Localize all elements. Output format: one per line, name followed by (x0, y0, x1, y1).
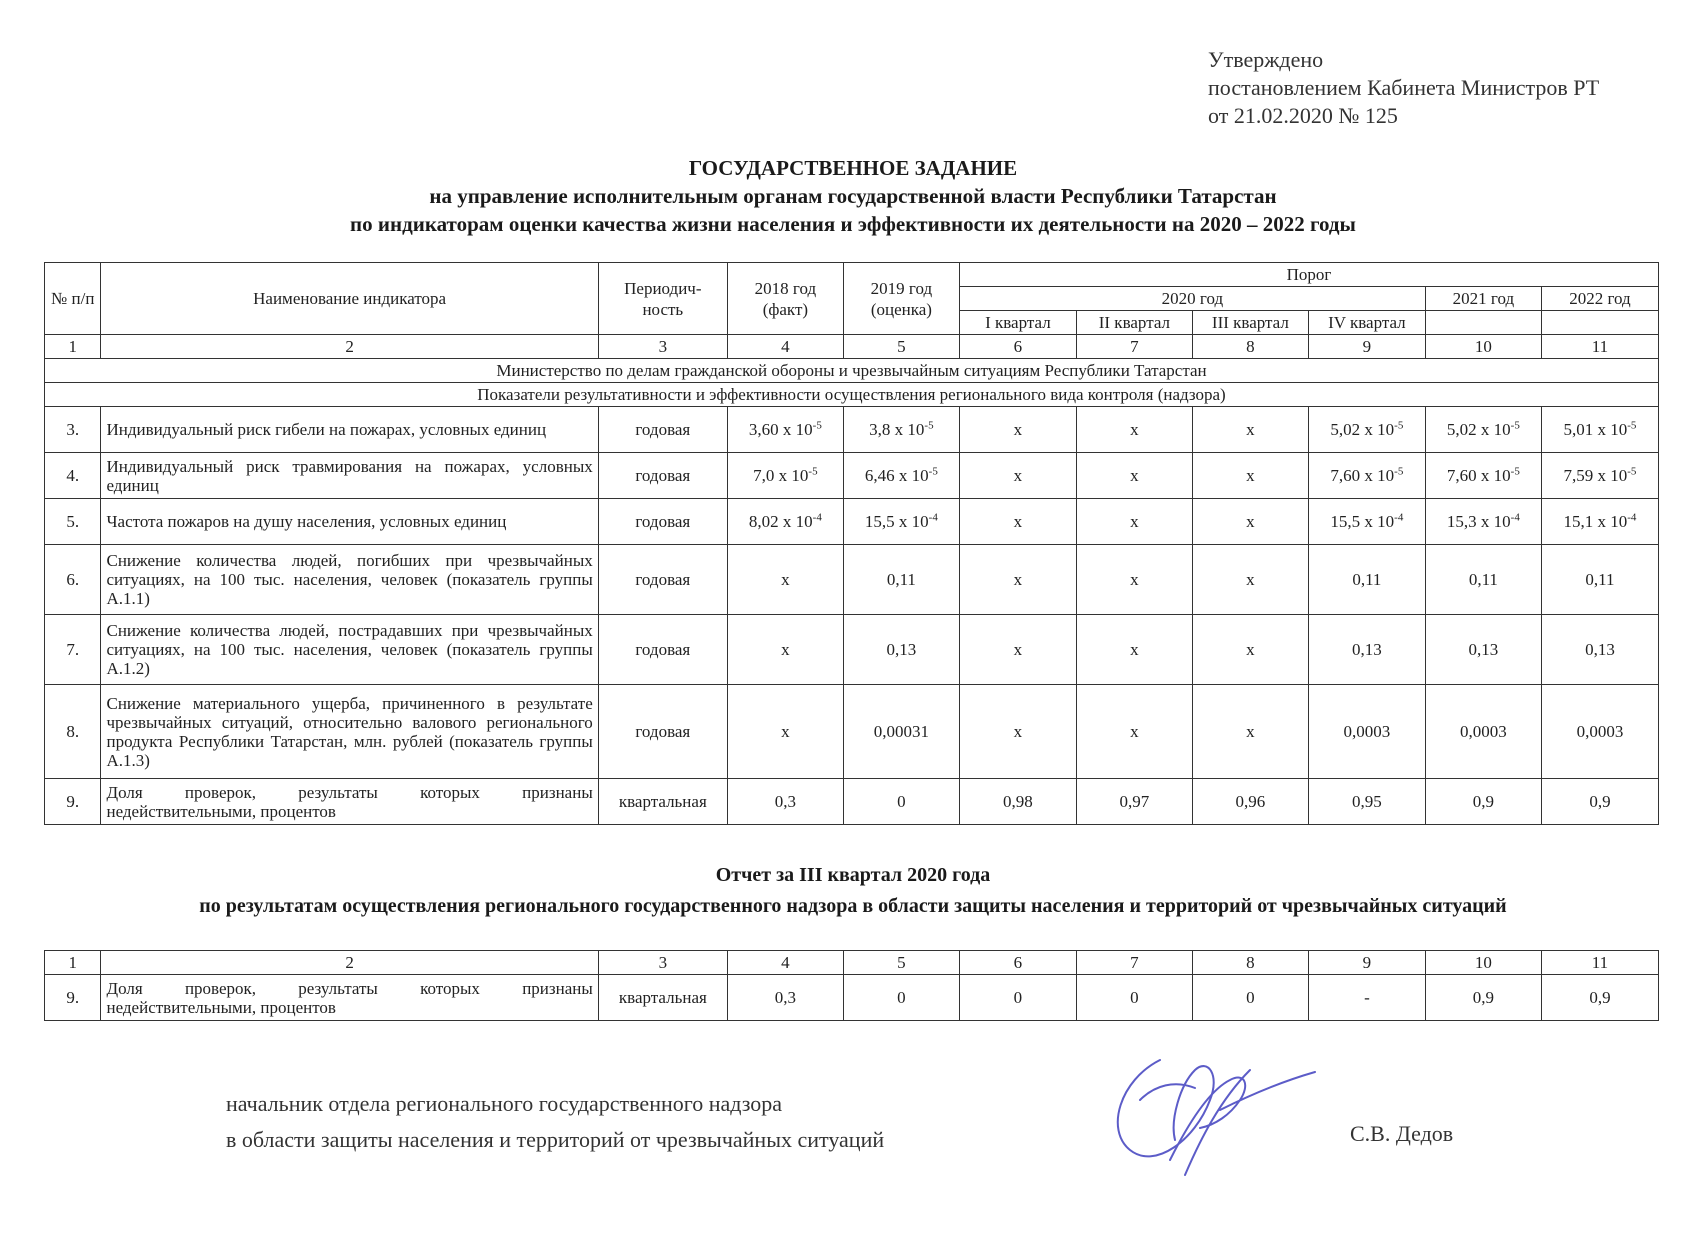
section-ministry: Министерство по делам гражданской обороны и чрезвычайным ситуациям Республики Татарстан (45, 359, 1659, 383)
indicator-row (45, 685, 1659, 779)
row-num: 5. (45, 499, 101, 545)
indicator-row (45, 407, 1659, 453)
row-value-q3: х (1192, 499, 1308, 545)
row-name: Индивидуальный риск травмирования на пожарах, условных единиц (101, 453, 598, 499)
col-number: 1 (45, 335, 101, 359)
row-value-y2022: 0,0003 (1541, 685, 1658, 779)
report-num: 9. (45, 975, 101, 1021)
row-name: Снижение материального ущерба, причиненного в результате чрезвычайных ситуаций, относительно валового регионального продукта Республики Татарстан, млн. рублей (показатель группы А.1.3) (101, 685, 598, 779)
value-exponent: -5 (928, 464, 938, 477)
value-base: 3,60 х 10 (748, 419, 813, 439)
col-number: 11 (1541, 951, 1658, 975)
row-value-q1: х (959, 499, 1076, 545)
row-value-q4: 0,13 (1308, 615, 1425, 685)
row-value-q2: х (1076, 615, 1192, 685)
row-value-q4 (1308, 453, 1425, 499)
row-period: годовая (598, 407, 727, 453)
section-indicators: Показатели результативности и эффективности осуществления регионального вида контроля (надзора) (45, 383, 1659, 407)
header-q4: IV квартал (1308, 311, 1425, 335)
report-2022: 0,9 (1541, 975, 1658, 1021)
col-number: 8 (1192, 951, 1308, 975)
header-period: Периодич-ность (598, 263, 727, 335)
row-value-q1: х (959, 453, 1076, 499)
row-value-q3: х (1192, 685, 1308, 779)
value-exponent: -4 (812, 510, 822, 523)
row-num: 9. (45, 779, 101, 825)
report-column-numbers-row (45, 951, 1659, 975)
header-2022: 2022 год (1541, 287, 1658, 311)
title-line-3: по индикаторам оценки качества жизни населения и эффективности их деятельности на 2020 – 2022 годы (350, 212, 1356, 236)
header-2018: 2018 год (факт) (727, 263, 843, 335)
handwritten-signature (1100, 1040, 1340, 1180)
row-value-q1: х (959, 615, 1076, 685)
header-2021: 2021 год (1425, 287, 1541, 311)
value-base: 6,46 х 10 (864, 465, 929, 485)
row-value-q2: х (1076, 453, 1192, 499)
report-q1: 0 (959, 975, 1076, 1021)
indicator-rows (45, 407, 1659, 825)
report-title-line-1: Отчет за III квартал 2020 года (715, 864, 991, 886)
report-q4: - (1308, 975, 1425, 1021)
col-number: 8 (1192, 335, 1308, 359)
value-exponent: -5 (1394, 464, 1404, 477)
row-value-y2019 (843, 453, 959, 499)
row-value-y2021: 0,0003 (1425, 685, 1541, 779)
report-q3: 0 (1192, 975, 1308, 1021)
row-value-y2019: 0,00031 (843, 685, 959, 779)
col-number: 2 (101, 335, 598, 359)
col-number: 4 (727, 951, 843, 975)
report-title-line-2: по результатам осуществления регионального государственного надзора в области защиты населения и территорий от чрезвычайных ситуаций (199, 895, 1507, 917)
row-name: Снижение количества людей, пострадавших при чрезвычайных ситуациях, на 100 тыс. населения, человек (показатель группы А.1.2) (101, 615, 598, 685)
value-base: 7,60 х 10 (1446, 465, 1511, 485)
row-value-q2: х (1076, 499, 1192, 545)
value-exponent: -5 (1510, 464, 1520, 477)
row-value-q3: 0,96 (1192, 779, 1308, 825)
indicators-table (44, 262, 1659, 825)
value-exponent: -4 (1394, 510, 1404, 523)
row-value-y2019 (843, 499, 959, 545)
row-value-q3: х (1192, 545, 1308, 615)
col-number: 10 (1425, 335, 1541, 359)
row-value-y2018: 0,3 (727, 779, 843, 825)
row-name: Индивидуальный риск гибели на пожарах, условных единиц (101, 407, 598, 453)
value-base: 15,5 х 10 (864, 511, 929, 531)
value-exponent: -5 (1394, 418, 1404, 431)
indicator-row (45, 779, 1659, 825)
signatory-name: С.В. Дедов (1350, 1121, 1454, 1146)
row-value-y2021 (1425, 499, 1541, 545)
row-value-y2018: х (727, 545, 843, 615)
value-exponent: -4 (1627, 510, 1637, 523)
col-number: 10 (1425, 951, 1541, 975)
row-name: Частота пожаров на душу населения, условных единиц (101, 499, 598, 545)
value-base: 7,59 х 10 (1563, 465, 1628, 485)
row-value-y2018: х (727, 685, 843, 779)
row-value-q1: 0,98 (959, 779, 1076, 825)
row-value-q2: х (1076, 407, 1192, 453)
row-period: годовая (598, 499, 727, 545)
value-base: 3,8 х 10 (869, 419, 925, 439)
title-line-1: ГОСУДАРСТВЕННОЕ ЗАДАНИЕ (688, 156, 1018, 180)
value-base: 7,60 х 10 (1330, 465, 1395, 485)
row-value-y2021 (1425, 453, 1541, 499)
header-num: № п/п (45, 263, 101, 335)
document-title (0, 154, 1706, 238)
signatory-position (226, 1086, 884, 1158)
report-period: квартальная (598, 975, 727, 1021)
header-empty-2022 (1541, 311, 1658, 335)
signatory-line-2: в области защиты населения и территорий от чрезвычайных ситуаций (226, 1127, 885, 1152)
col-number: 9 (1308, 335, 1425, 359)
header-q2: II квартал (1076, 311, 1192, 335)
col-number: 5 (843, 951, 959, 975)
row-value-q4: 0,0003 (1308, 685, 1425, 779)
value-base: 5,01 х 10 (1563, 419, 1628, 439)
row-value-y2018 (727, 499, 843, 545)
row-value-y2021: 0,11 (1425, 545, 1541, 615)
report-row (45, 975, 1659, 1021)
row-period: годовая (598, 545, 727, 615)
approval-line-1: Утверждено (1208, 47, 1324, 72)
row-value-y2022: 0,13 (1541, 615, 1658, 685)
row-value-y2022 (1541, 453, 1658, 499)
col-number: 3 (598, 951, 727, 975)
value-base: 7,0 х 10 (753, 465, 809, 485)
value-base: 15,3 х 10 (1446, 511, 1511, 531)
row-num: 8. (45, 685, 101, 779)
row-period: годовая (598, 685, 727, 779)
header-threshold: Порог (959, 263, 1658, 287)
indicator-row (45, 499, 1659, 545)
col-number: 3 (598, 335, 727, 359)
value-exponent: -4 (1510, 510, 1520, 523)
value-base: 5,02 х 10 (1446, 419, 1511, 439)
header-q3: III квартал (1192, 311, 1308, 335)
value-exponent: -5 (812, 418, 822, 431)
report-2021: 0,9 (1425, 975, 1541, 1021)
col-number: 6 (959, 951, 1076, 975)
value-exponent: -5 (1627, 464, 1637, 477)
row-value-q2: х (1076, 685, 1192, 779)
col-number: 7 (1076, 335, 1192, 359)
row-period: годовая (598, 453, 727, 499)
row-period: квартальная (598, 779, 727, 825)
col-number: 9 (1308, 951, 1425, 975)
value-exponent: -5 (1510, 418, 1520, 431)
col-number: 11 (1541, 335, 1658, 359)
report-2018: 0,3 (727, 975, 843, 1021)
row-value-q1: х (959, 545, 1076, 615)
row-value-y2021 (1425, 407, 1541, 453)
col-number: 5 (843, 335, 959, 359)
col-number: 4 (727, 335, 843, 359)
row-value-y2019: 0 (843, 779, 959, 825)
row-value-q2: 0,97 (1076, 779, 1192, 825)
row-value-q2: х (1076, 545, 1192, 615)
indicator-row (45, 545, 1659, 615)
approval-line-2: постановлением Кабинета Министров РТ (1208, 75, 1600, 100)
signatory-line-1: начальник отдела регионального государственного надзора (226, 1091, 783, 1116)
col-number: 7 (1076, 951, 1192, 975)
report-name: Доля проверок, результаты которых признаны недействительными, процентов (101, 975, 598, 1021)
row-value-y2018 (727, 407, 843, 453)
approval-stamp (1208, 46, 1599, 130)
value-base: 8,02 х 10 (748, 511, 813, 531)
indicator-row (45, 453, 1659, 499)
row-name: Снижение количества людей, погибших при чрезвычайных ситуациях, на 100 тыс. населения, человек (показатель группы А.1.1) (101, 545, 598, 615)
col-number: 2 (101, 951, 598, 975)
approval-line-3: от 21.02.2020 № 125 (1208, 103, 1398, 128)
row-value-y2022: 0,9 (1541, 779, 1658, 825)
row-num: 4. (45, 453, 101, 499)
row-value-y2022: 0,11 (1541, 545, 1658, 615)
row-value-y2018 (727, 453, 843, 499)
report-table (44, 950, 1659, 1021)
row-value-q4 (1308, 407, 1425, 453)
row-value-y2019 (843, 407, 959, 453)
report-q2: 0 (1076, 975, 1192, 1021)
title-line-2: на управление исполнительным органам государственной власти Республики Татарстан (429, 184, 1277, 208)
row-num: 6. (45, 545, 101, 615)
row-value-q4 (1308, 499, 1425, 545)
value-base: 15,5 х 10 (1330, 511, 1395, 531)
row-num: 7. (45, 615, 101, 685)
row-value-y2021: 0,9 (1425, 779, 1541, 825)
row-name: Доля проверок, результаты которых признаны недействительными, процентов (101, 779, 598, 825)
row-value-y2022 (1541, 499, 1658, 545)
report-2019: 0 (843, 975, 959, 1021)
row-value-y2021: 0,13 (1425, 615, 1541, 685)
header-name: Наименование индикатора (101, 263, 598, 335)
header-q1: I квартал (959, 311, 1076, 335)
col-number: 6 (959, 335, 1076, 359)
header-2020: 2020 год (959, 287, 1425, 311)
column-numbers-row (45, 335, 1659, 359)
row-value-q4: 0,11 (1308, 545, 1425, 615)
header-2019: 2019 год (оценка) (843, 263, 959, 335)
value-exponent: -5 (808, 464, 818, 477)
row-value-q4: 0,95 (1308, 779, 1425, 825)
row-value-q1: х (959, 685, 1076, 779)
value-exponent: -5 (1627, 418, 1637, 431)
row-value-q3: х (1192, 453, 1308, 499)
row-period: годовая (598, 615, 727, 685)
row-value-y2022 (1541, 407, 1658, 453)
indicator-row (45, 615, 1659, 685)
row-value-q3: х (1192, 615, 1308, 685)
value-base: 15,1 х 10 (1563, 511, 1628, 531)
value-base: 5,02 х 10 (1330, 419, 1395, 439)
row-value-q3: х (1192, 407, 1308, 453)
header-empty-2021 (1425, 311, 1541, 335)
row-value-y2019: 0,13 (843, 615, 959, 685)
col-number: 1 (45, 951, 101, 975)
row-num: 3. (45, 407, 101, 453)
value-exponent: -5 (924, 418, 934, 431)
row-value-y2018: х (727, 615, 843, 685)
row-value-y2019: 0,11 (843, 545, 959, 615)
row-value-q1: х (959, 407, 1076, 453)
value-exponent: -4 (928, 510, 938, 523)
report-title (0, 860, 1706, 922)
